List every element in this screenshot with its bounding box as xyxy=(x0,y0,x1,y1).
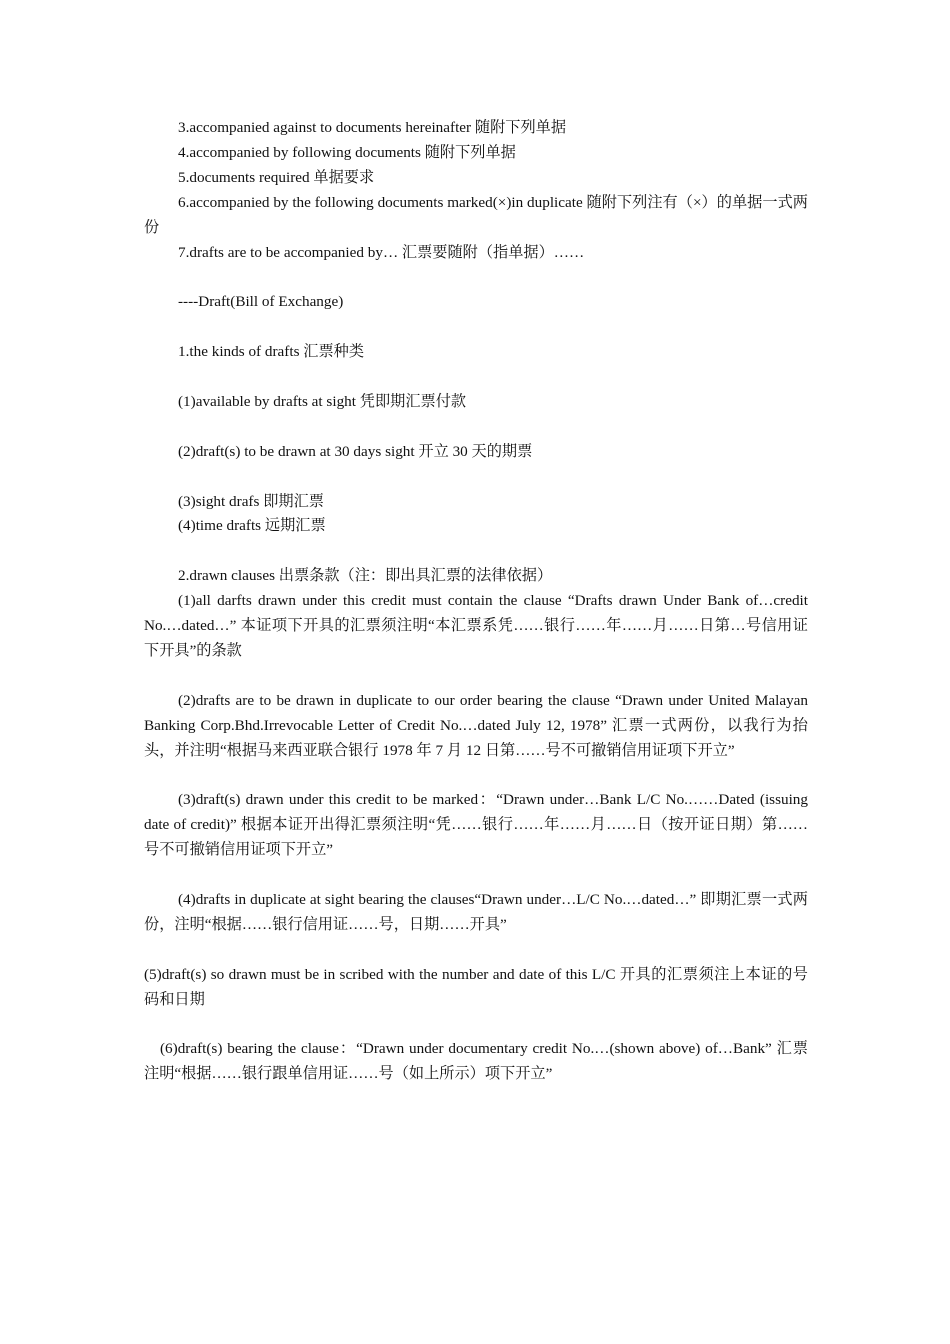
spacer xyxy=(144,539,808,564)
spacer xyxy=(144,938,808,963)
spacer xyxy=(144,763,808,788)
kinds-of-drafts-heading: 1.the kinds of drafts 汇票种类 xyxy=(178,343,365,361)
kind-1-line: (1)available by drafts at sight 凭即期汇票付款 xyxy=(178,392,467,410)
kind-4-line: (4)time drafts 远期汇票 xyxy=(178,517,326,535)
clause-5-paragraph: (5)draft(s) so drawn must be in scribed with the number and date of this L/C 开具的汇票须注上本证的号码和日期 xyxy=(144,965,808,1008)
kind-2-line: (2)draft(s) to be drawn at 30 days sight 开立 30 天的期票 xyxy=(178,442,533,460)
clause-3-paragraph: (3)draft(s) drawn under this credit to be marked：“Drawn under…Bank L/C No.……Dated (issuing date of credit)” 根据本证开出得汇票须注明“凭……银行……年……月……日（按开证日期）第……号不可撤销信用证项下开立” xyxy=(144,791,808,859)
spacer xyxy=(144,415,808,440)
spacer xyxy=(144,365,808,390)
drawn-clauses-heading: 2.drawn clauses 出票条款（注：即出具汇票的法律依据） xyxy=(178,567,553,585)
item-5-line: 5.documents required 单据要求 xyxy=(178,168,375,186)
item-3-line: 3.accompanied against to documents hereinafter 随附下列单据 xyxy=(178,119,567,136)
item-6-line: 6.accompanied by the following documents marked(×)in duplicate 随附下列注有（×）的单据一式两份 xyxy=(144,193,808,236)
document-body xyxy=(144,116,808,1087)
item-7-line: 7.drafts are to be accompanied by… 汇票要随附（指单据）…… xyxy=(178,243,585,261)
spacer xyxy=(144,265,808,290)
item-4-line: 4.accompanied by following documents 随附下列单据 xyxy=(178,143,516,161)
spacer xyxy=(144,1012,808,1037)
clause-2-paragraph: (2)drafts are to be drawn in duplicate to our order bearing the clause “Drawn under United Malayan Banking Corp.Bhd.Irrevocable Letter of Credit No.…dated July 12, 1978” 汇票一式两份，以我行为抬头，并注明“根据马来西亚联合银行 1978 年 7 月 12 日第……号不可撤销信用证项下开立” xyxy=(144,691,808,759)
clause-4-paragraph: (4)drafts in duplicate at sight bearing the clauses“Drawn under…L/C No.…dated…” 即期汇票一式两份，注明“根据……银行信用证……号，日期……开具” xyxy=(144,890,808,933)
spacer xyxy=(144,664,808,689)
kind-3-line: (3)sight drafs 即期汇票 xyxy=(178,492,324,510)
clause-1-paragraph: (1)all darfts drawn under this credit must contain the clause “Drafts drawn Under Bank of…credit No.…dated…” 本证项下开具的汇票须注明“本汇票系凭……银行……年……月……日第…号信用证下开具”的条款 xyxy=(144,592,808,659)
spacer xyxy=(144,863,808,888)
section-heading: ----Draft(Bill of Exchange) xyxy=(178,293,344,311)
spacer xyxy=(144,465,808,490)
spacer xyxy=(144,315,808,340)
clause-6-paragraph: (6)draft(s) bearing the clause：“Drawn under documentary credit No.…(shown above) of…Bank” 汇票注明“根据……银行跟单信用证……号（如上所示）项下开立” xyxy=(144,1040,808,1083)
